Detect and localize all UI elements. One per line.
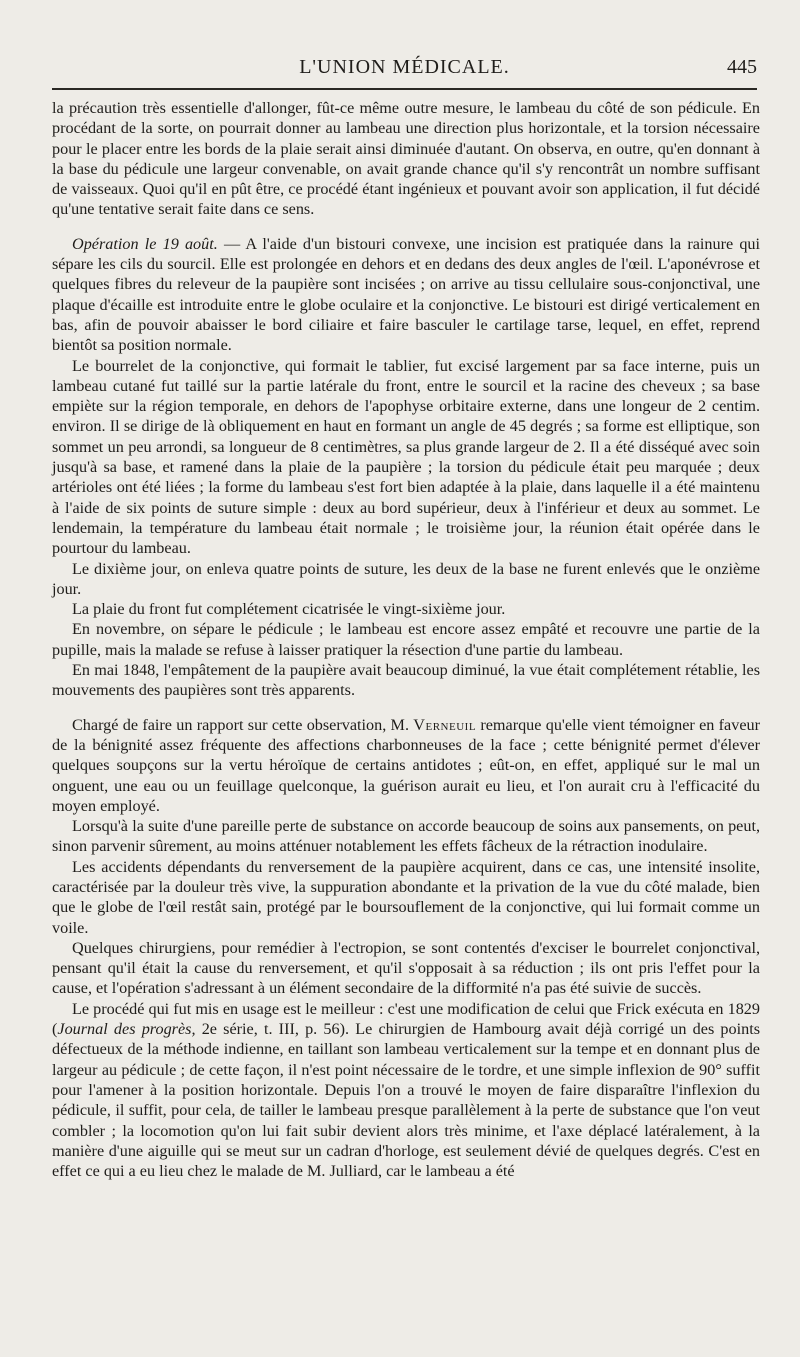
page-header (52, 50, 757, 86)
paragraph-text: remarque qu'elle vient témoigner en faveur de la bénignité assez fréquente des affections charbonneuses de la face ; cette bénignité permet d'élever quelques soupçons sur la vertu héroïque de certains antidotes ; eût-on, en effet, appliqué sur le mal un onguent, une eau ou un feuillage quelconque, la guérison aurait eu lieu, et l'on aurait cru à l'efficacité du moyen employé. (52, 715, 760, 815)
paragraph: Les accidents dépendants du renversement de la paupière acquirent, dans ce cas, une intensité insolite, caractérisée par la douleur très vive, la suppuration abondante et la privation de la vue du côté malade, bien que le globe de l'œil restât sain, protégé par le boursouflement de la conjonctive, qui lui formait comme un voile. (52, 857, 760, 937)
article-body (52, 98, 760, 1181)
paragraph: En novembre, on sépare le pédicule ; le lambeau est encore assez empâté et recouvre une partie de la pupille, mais la malade se refuse à laisser pratiquer la résection d'une partie du lambeau. (52, 620, 760, 659)
paragraph-text: — A l'aide d'un bistouri convexe, une incision est pratiquée dans la rainure qui sépare les cils du sourcil. Elle est prolongée en dehors et en dedans des deux angles de l'œil. L'aponévrose et quelques fibres du releveur de la paupière sont incisées ; on arrive au tissu cellulaire sous-conjonctival, une plaque d'écaille est introduite entre le globe oculaire et la conjonctive. Le bistouri est dirigé verticalement en bas, afin de pouvoir abaisser le bord ciliaire et faire basculer le cartilage tarse, lequel, en effet, reprend bientôt sa position normale. (52, 234, 761, 355)
journal-title: Journal des progrès, (57, 1020, 196, 1039)
paragraph-text: 2e série, t. III, p. 56). Le chirurgien de Hambourg avait déjà corrigé un des points défectueux de la méthode indienne, en taillant son lambeau verticalement sur la tempe et en donnant plus de largeur au pédicule ; de cette façon, il n'est point nécessaire de le tordre, et une simple inflexion de 90° suffit pour l'amener à la position horizontale. Depuis l'on a trouvé le moyen de faire disparaître l'inflexion du pédicule, il suffit, pour cela, de tailler le lambeau presque parallèlement à la perte de substance que l'on veut combler ; la locomotion qu'on lui fait subir devient alors très minime, et l'axe déplacé latéralement, à la manière d'une aiguille qui se meut sur un cadran d'horloge, est seulement dévié de quelques degrés. C'est en effet ce qui a eu lieu chez le malade de M. Julliard, car le lambeau a été (52, 1020, 760, 1181)
paragraph: Lorsqu'à la suite d'une pareille perte de substance on accorde beaucoup de soins aux pansements, on peut, sinon parvenir sûrement, au moins atténuer notablement les effets fâcheux de la rétraction inodulaire. (52, 817, 760, 856)
paragraph-lead: Chargé de faire un rapport sur cette observation, M. (72, 715, 414, 734)
running-title: L'UNION MÉDICALE. (299, 56, 510, 78)
paragraph: Le dixième jour, on enleva quatre points de suture, les deux de la base ne furent enlevés que le onzième jour. (52, 559, 760, 598)
paragraph-lead: Le procédé qui fut mis en usage est le meilleur : c'est une modification de celui que Frick exécuta en 1829 ( (52, 999, 760, 1039)
operation-date: 19 août. (162, 234, 218, 253)
paragraph: Quelques chirurgiens, pour remédier à l'ectropion, se sont contentés d'exciser le bourrelet conjonctival, pensant qu'il était la cause du renversement, et qu'il s'opposait à sa réduction ; ils ont pris l'effet pour la cause, et l'opération s'adressant à un élément secondaire de la difformité n'a pas été suivie de succès. (52, 938, 760, 998)
paragraph: En mai 1848, l'empâtement de la paupière avait beaucoup diminué, la vue était complétement rétablie, les mouvements des paupières sont très apparents. (52, 661, 760, 700)
paragraph: Le bourrelet de la conjonctive, qui formait le tablier, fut excisé largement par sa face interne, puis un lambeau cutané fut taillé sur la partie latérale du front, entre le sourcil et la racine des cheveux ; sa base empiète sur la région temporale, en dehors de l'apophyse orbitaire externe, dans une longeur de 2 centim. environ. Il se dirige de là obliquement en haut en formant un angle de 45 degrés ; sa forme est elliptique, son sommet un peu arrondi, sa longueur de 8 centimètres, sa plus grande largeur de 2. Il a été disséqué avec soin jusqu'à sa base, et ramené dans la plaie de la paupière ; la torsion du pédicule était peu marquée ; deux artérioles ont été liées ; la forme du lambeau s'est fort bien adaptée à la plaie, dans laquelle il a été maintenu à l'aide de six points de suture simple : deux au bord supérieur, deux à l'inférieur et deux au sommet. Le lendemain, la température du lambeau était normale ; le troisième jour, la réunion était opérée dans le pourtour du lambeau. (52, 356, 760, 558)
paragraph (52, 715, 760, 816)
paragraph: la précaution très essentielle d'allonger, fût-ce même outre mesure, le lambeau du côté de son pédicule. En procédant de la sorte, on pourrait donner au lambeau une direction plus horizontale, et la torsion nécessaire pour le placer entre les bords de la plaie serait ainsi diminuée d'autant. On observa, en outre, qu'en donnant à la base du pédicule une largeur convenable, on avait grande chance qu'il s'y rencontrât un nombre suffisant de vaisseaux. Quoi qu'il en pût être, ce procédé étant ingénieux et pouvant avoir son application, il fut décidé qu'une tentative serait faite dans ce sens. (52, 99, 760, 219)
operation-lead: Opération le (72, 234, 157, 253)
paragraph (52, 999, 760, 1182)
paragraph (52, 234, 760, 356)
page-number: 445 (727, 56, 757, 78)
paragraph: La plaie du front fut complétement cicatrisée le vingt-sixième jour. (72, 600, 506, 619)
header-rule (52, 88, 757, 90)
author-name: Verneuil (413, 715, 477, 734)
